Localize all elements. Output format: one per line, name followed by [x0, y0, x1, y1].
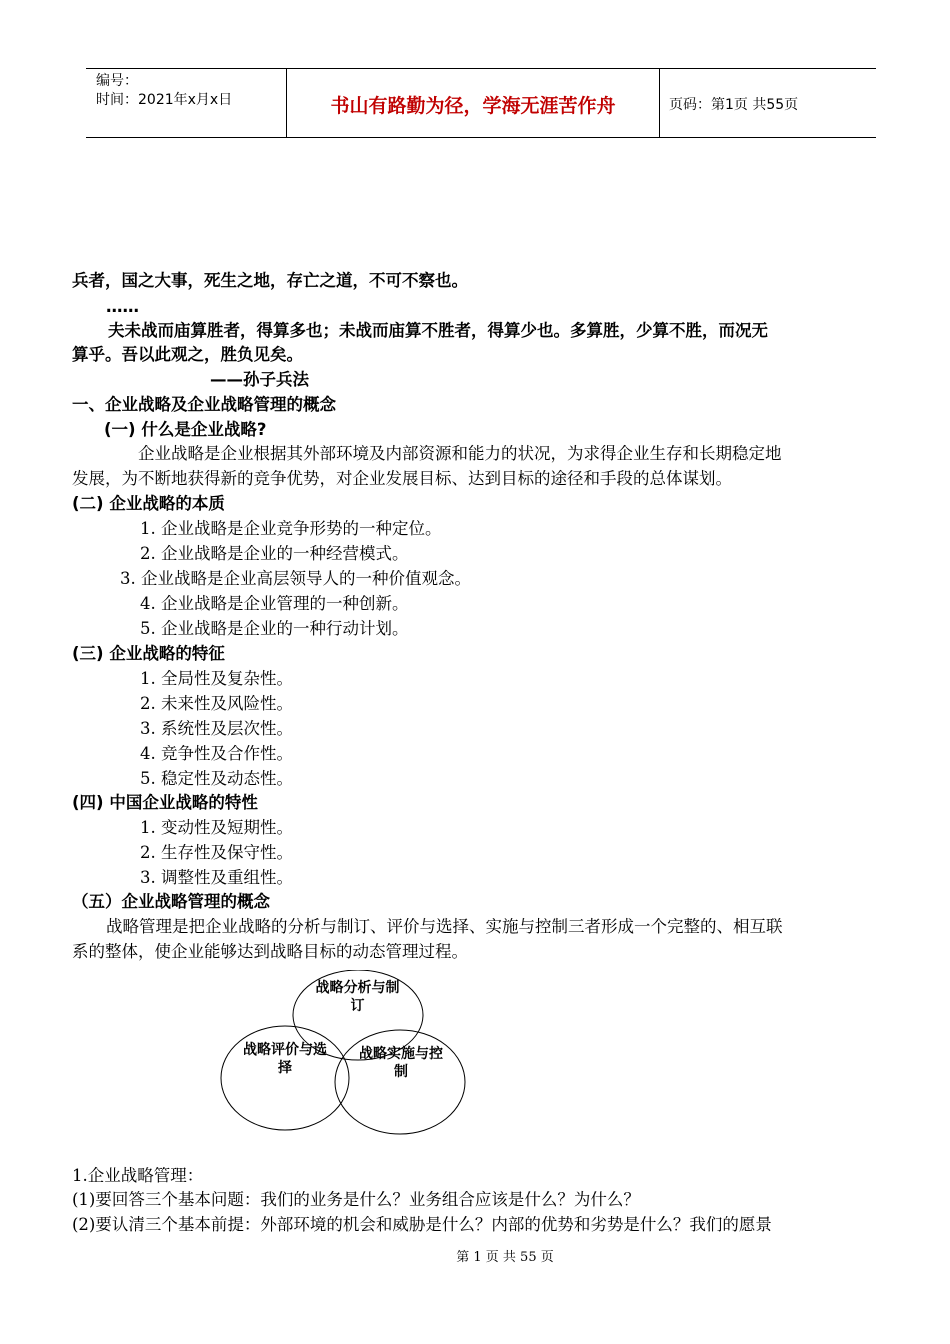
page-footer: 第 1 页 共 55 页: [456, 1250, 554, 1265]
sub-3-item: 2. 未来性及风险性。: [140, 694, 293, 713]
sub-5-title: （五）企业战略管理的概念: [72, 892, 270, 911]
sub-2-item: 4. 企业战略是企业管理的一种创新。: [140, 594, 409, 613]
quote-line-1: 兵者，国之大事，死生之地，存亡之道，不可不察也。: [72, 271, 468, 290]
document-header: [86, 68, 876, 138]
sub-1-title: (一) 什么是企业战略?: [104, 420, 267, 439]
motto-text: 书山有路勤为径，学海无涯苦作舟: [330, 95, 616, 117]
number-label: 编号：: [96, 73, 138, 89]
quote-source: ——孙子兵法: [210, 370, 309, 389]
sub-3-item: 5. 稳定性及动态性。: [140, 769, 293, 788]
mgmt-title: 1.企业战略管理：: [72, 1166, 204, 1185]
sub-5-para-line-1: 战略管理是把企业战略的分析与制订、评价与选择、实施与控制三者形成一个完整的、相互联: [106, 917, 783, 936]
header-motto-cell: [287, 69, 660, 137]
sub-2-item: 3. 企业战略是企业高层领导人的一种价值观念。: [120, 569, 471, 588]
page-info: 页码：第1页 共55页: [669, 97, 799, 113]
venn-label-evaluation: 战略评价与选 择: [243, 1042, 327, 1076]
sub-2-item: 1. 企业战略是企业竞争形势的一种定位。: [140, 519, 442, 538]
section-1-title: 一、企业战略及企业战略管理的概念: [72, 395, 336, 414]
venn-label-implementation: 战略实施与控 制: [359, 1046, 443, 1080]
sub-2-title: (二) 企业战略的本质: [72, 494, 225, 513]
sub-1-para-line-1: 企业战略是企业根据其外部环境及内部资源和能力的状况，为求得企业生存和长期稳定地: [138, 444, 782, 463]
header-meta-cell: [86, 69, 287, 137]
quote-line-2: 夫未战而庙算胜者，得算多也；未战而庙算不胜者，得算少也。多算胜，少算不胜，而况无: [108, 321, 768, 340]
mgmt-item-1: (1)要回答三个基本问题：我们的业务是什么？业务组合应该是什么？为什么？: [72, 1190, 640, 1209]
sub-4-title: (四) 中国企业战略的特性: [72, 793, 258, 812]
sub-4-item: 2. 生存性及保守性。: [140, 843, 293, 862]
sub-3-item: 4. 竞争性及合作性。: [140, 744, 293, 763]
sub-5-para-line-2: 系的整体，使企业能够达到战略目标的动态管理过程。: [72, 942, 468, 961]
quote-line-3: 算乎。吾以此观之，胜负见矣。: [72, 345, 303, 364]
sub-4-item: 1. 变动性及短期性。: [140, 818, 293, 837]
header-page-cell: [661, 69, 876, 137]
strategy-venn-diagram: [215, 970, 475, 1140]
sub-3-item: 3. 系统性及层次性。: [140, 719, 293, 738]
quote-ellipsis: ……: [106, 297, 139, 316]
sub-2-item: 5. 企业战略是企业的一种行动计划。: [140, 619, 409, 638]
sub-3-title: (三) 企业战略的特征: [72, 644, 225, 663]
sub-2-item: 2. 企业战略是企业的一种经营模式。: [140, 544, 409, 563]
sub-3-item: 1. 全局性及复杂性。: [140, 669, 293, 688]
sub-4-item: 3. 调整性及重组性。: [140, 868, 293, 887]
mgmt-item-2: (2)要认清三个基本前提：外部环境的机会和威胁是什么？内部的优势和劣势是什么？我们的愿景: [72, 1215, 772, 1234]
time-label: 时间：2021年x月x日: [96, 92, 233, 108]
venn-label-analysis: 战略分析与制 订: [315, 980, 400, 1014]
sub-1-para-line-2: 发展，为不断地获得新的竞争优势，对企业发展目标、达到目标的途径和手段的总体谋划。: [72, 469, 732, 488]
